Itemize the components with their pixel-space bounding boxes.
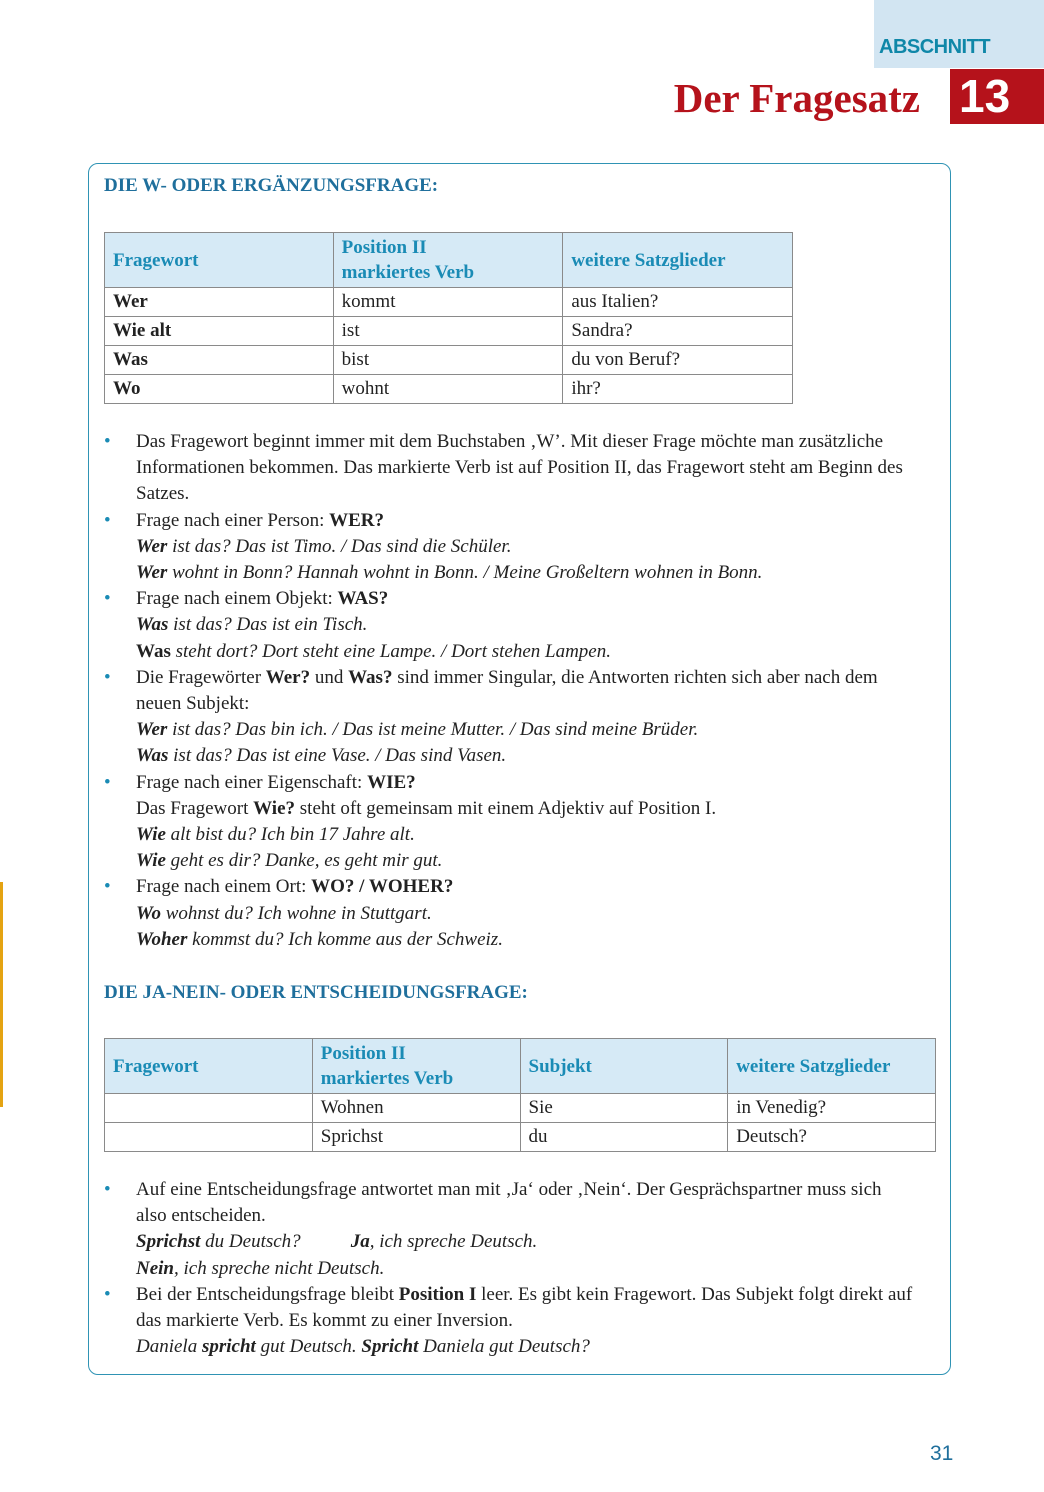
- table-cell: [105, 1123, 313, 1152]
- example-sentence: Wie geht es dir? Danke, es geht mir gut.: [136, 850, 443, 872]
- table-header-cell: Fragewort: [105, 233, 334, 288]
- table-cell: Wo: [105, 375, 334, 404]
- table-row: [105, 317, 793, 346]
- table-cell: [105, 1094, 313, 1123]
- list-item: • Frage nach einem Ort: WO? / WOHER? Wo wohnst du? Ich wohne in Stuttgart. Woher kommst du? Ich komme aus der Schweiz.: [104, 874, 914, 953]
- table-cell: du von Beruf?: [563, 346, 793, 375]
- table-cell: kommt: [333, 288, 563, 317]
- list-item: • Bei der Entscheidungsfrage bleibt Position I leer. Es gibt kein Fragewort. Das Subjekt folgt direkt auf das markierte Verb. Es kommt zu einer Inversion. Daniela spricht gut Deutsch. Spricht Daniela gut Deutsch?: [104, 1282, 914, 1361]
- entscheidungsfrage-table: [104, 1038, 936, 1152]
- example-sentence: Daniela spricht gut Deutsch. Spricht Daniela gut Deutsch?: [136, 1336, 590, 1358]
- table-header-row: [105, 1039, 936, 1094]
- table-row: [105, 1094, 936, 1123]
- table-cell: Wohnen: [312, 1094, 520, 1123]
- list-item: • Frage nach einem Objekt: WAS? Was ist das? Das ist ein Tisch. Was steht dort? Dort steht eine Lampe. / Dort stehen Lampen.: [104, 586, 914, 665]
- example-sentence: Wo wohnst du? Ich wohne in Stuttgart.: [136, 902, 432, 924]
- table-cell: Deutsch?: [728, 1123, 936, 1152]
- example-sentence: Was ist das? Das ist eine Vase. / Das sind Vasen.: [136, 745, 507, 767]
- table-cell: du: [520, 1123, 728, 1152]
- table-cell: aus Italien?: [563, 288, 793, 317]
- table-cell: Wie alt: [105, 317, 334, 346]
- list-item: • Die Fragewörter Wer? und Was? sind immer Singular, die Antworten richten sich aber nach dem neuen Subjekt: Wer ist das? Das bin ich. / Das ist meine Mutter. / Das sind meine Brüder. Was ist das? Das ist eine Vase. / Das sind Vasen.: [104, 665, 914, 770]
- page-number: 31: [930, 1442, 954, 1465]
- example-sentence: Was ist das? Das ist ein Tisch.: [136, 614, 368, 636]
- table-cell: ist: [333, 317, 563, 346]
- w-frage-table: [104, 232, 793, 404]
- table-row: [105, 375, 793, 404]
- table-header-cell: Position II markiertes Verb: [312, 1039, 520, 1094]
- table-cell: Was: [105, 346, 334, 375]
- table-row: [105, 346, 793, 375]
- section-title-entscheidungsfrage: DIE JA-NEIN- ODER ENTSCHEIDUNGSFRAGE:: [104, 982, 528, 1003]
- table-cell: ihr?: [563, 375, 793, 404]
- w-frage-bullet-list: [104, 429, 914, 953]
- chapter-number-badge: 13: [950, 69, 1044, 124]
- example-sentence: Nein, ich spreche nicht Deutsch.: [136, 1257, 385, 1279]
- table-row: [105, 288, 793, 317]
- table-header-cell: Position II markiertes Verb: [333, 233, 563, 288]
- table-cell: Wer: [105, 288, 334, 317]
- example-sentence: Woher kommst du? Ich komme aus der Schweiz.: [136, 928, 503, 950]
- example-sentence: Wer ist das? Das bin ich. / Das ist meine Mutter. / Das sind meine Brüder.: [136, 719, 699, 741]
- list-item: • Frage nach einer Person: WER? Wer ist das? Das ist Timo. / Das sind die Schüler. Wer wohnt in Bonn? Hannah wohnt in Bonn. / Meine Großeltern wohnen in Bonn.: [104, 508, 914, 587]
- table-cell: Sandra?: [563, 317, 793, 346]
- example-sentence: Sprichst du Deutsch? Ja, ich spreche Deutsch.: [136, 1231, 538, 1253]
- section-title-w-frage: DIE W- ODER ERGÄNZUNGSFRAGE:: [104, 175, 439, 196]
- table-header-row: [105, 233, 793, 288]
- entscheidungsfrage-bullet-list: [104, 1177, 914, 1360]
- table-cell: in Venedig?: [728, 1094, 936, 1123]
- example-sentence: Wer wohnt in Bonn? Hannah wohnt in Bonn. / Meine Großeltern wohnen in Bonn.: [136, 562, 763, 584]
- table-header-cell: Fragewort: [105, 1039, 313, 1094]
- table-header-cell: Subjekt: [520, 1039, 728, 1094]
- list-item: • Das Fragewort beginnt immer mit dem Buchstaben ‚W’. Mit dieser Frage möchte man zusätzliche Informationen bekommen. Das markierte Verb ist auf Position II, das Fragewort steht am Beginn des Satzes.: [104, 429, 914, 508]
- table-cell: wohnt: [333, 375, 563, 404]
- table-row: [105, 1123, 936, 1152]
- table-cell: Sprichst: [312, 1123, 520, 1152]
- example-sentence: Was steht dort? Dort steht eine Lampe. / Dort stehen Lampen.: [136, 640, 611, 662]
- table-header-cell: weitere Satzglieder: [563, 233, 793, 288]
- abschnitt-label: ABSCHNITT: [879, 36, 991, 58]
- page-title: Der Fragesatz: [673, 75, 920, 121]
- list-item: • Frage nach einer Eigenschaft: WIE? Das Fragewort Wie? steht oft gemeinsam mit einem Adjektiv auf Position I. Wie alt bist du? Ich bin 17 Jahre alt. Wie geht es dir? Danke, es geht mir gut.: [104, 770, 914, 875]
- example-sentence: Wer ist das? Das ist Timo. / Das sind die Schüler.: [136, 535, 512, 557]
- list-item: • Auf eine Entscheidungsfrage antwortet man mit ‚Ja‘ oder ‚Nein‘. Der Gesprächspartner muss sich also entscheiden. Sprichst du Deutsch? Ja, ich spreche Deutsch. Nein, ich spreche nicht Deutsch.: [104, 1177, 914, 1282]
- table-header-cell: weitere Satzglieder: [728, 1039, 936, 1094]
- example-sentence: Wie alt bist du? Ich bin 17 Jahre alt.: [136, 824, 415, 846]
- table-cell: Sie: [520, 1094, 728, 1123]
- side-margin-marker: [0, 882, 3, 1107]
- table-cell: bist: [333, 346, 563, 375]
